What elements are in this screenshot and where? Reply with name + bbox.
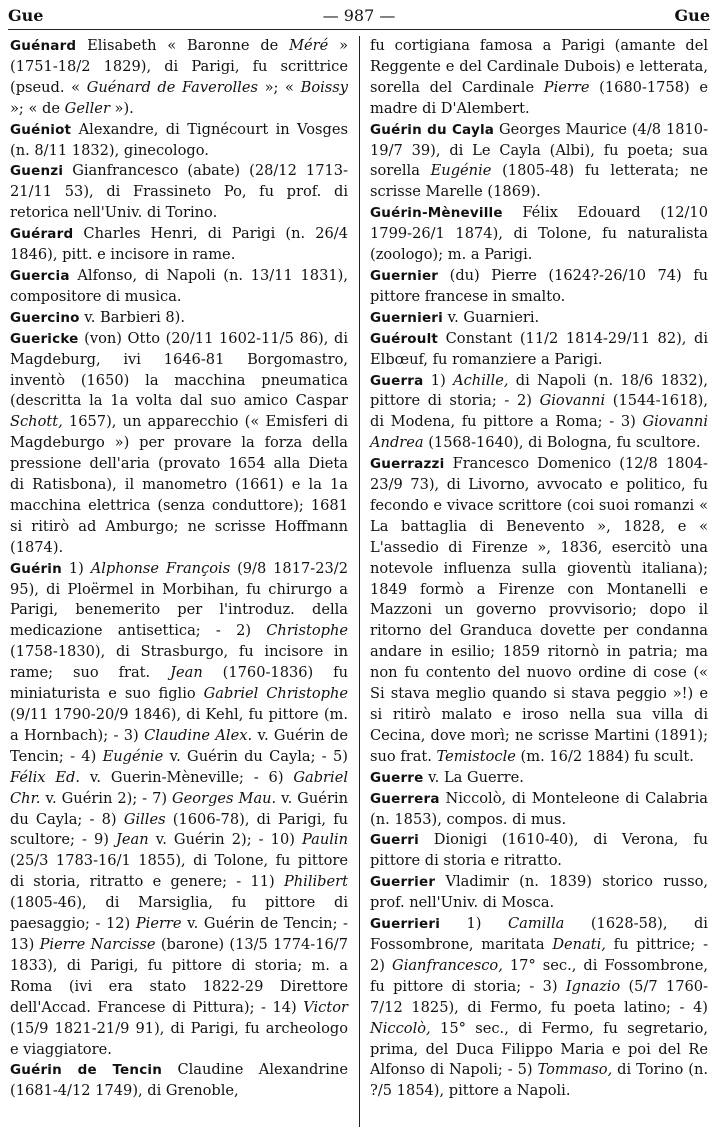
dictionary-entry bbox=[10, 161, 348, 224]
entry-text: Georges Maurice (4/8 1810-19/7 39), di Le Cayla (Albi), fu poeta; sua sorella bbox=[370, 120, 709, 180]
entry-italic-text: Denati, bbox=[552, 935, 606, 953]
dictionary-entry bbox=[370, 266, 708, 308]
entry-text: 17° sec., di Fossombrone, fu pittore di storia; - 3) bbox=[370, 956, 708, 995]
entry-text: (m. 16/2 1884) fu scult. bbox=[515, 747, 694, 765]
entry-headword: Guérin bbox=[10, 560, 62, 577]
dictionary-entry bbox=[370, 872, 708, 914]
running-header bbox=[8, 4, 710, 26]
entry-text: 1657), un apparecchio (« Emisferi di Magdeburgo ») per provare la forza della pressione dell'aria (provato 1654 alla Dieta di Ratisbona), il manometro (1661) e la 1a macchina elettrica (senza conduttore); 1681 si ritirò ad Amburgo; ne scrisse Hoffmann (1874). bbox=[10, 413, 348, 556]
entry-italic-text: Gabriel Christophe bbox=[203, 685, 348, 703]
entry-italic-text: Philibert bbox=[283, 873, 348, 891]
dictionary-entry bbox=[10, 120, 348, 162]
entry-text: (von) Otto (20/11 1602-11/5 86), di Magdeburg, ivi 1646-81 Borgomastro, inventò (1650) la macchina pneumatica (descritta la 1a volta dal suo amico Caspar bbox=[10, 329, 348, 410]
column-separator bbox=[359, 36, 360, 1127]
entry-italic-text: Méré bbox=[289, 37, 329, 54]
entry-text: Vladimir (n. 1839) storico russo, prof. nell'Univ. di Mosca. bbox=[370, 873, 708, 912]
entry-text: 15° sec., di Fermo, fu segretario, prima, del Duca Filippo Maria e poi del Re Alfonso di Napoli; - 5) bbox=[370, 1019, 708, 1079]
entry-headword: Guerrieri bbox=[370, 916, 441, 933]
dictionary-entry bbox=[370, 308, 708, 329]
page-number: — 987 — bbox=[322, 5, 396, 25]
entry-italic-text: Pierre bbox=[543, 78, 590, 96]
entry-headword: Guerrera bbox=[370, 790, 440, 807]
entry-italic-text: Niccolò, bbox=[370, 1019, 431, 1037]
entry-text: (1805-46), di Marsiglia, fu pittore di paesaggio; - 12) bbox=[10, 894, 348, 933]
entry-italic-text: Achille, bbox=[453, 371, 509, 389]
entry-text: v. Guérin du Cayla; - 5) bbox=[163, 747, 348, 765]
dictionary-entry bbox=[370, 120, 708, 204]
dictionary-entry bbox=[10, 266, 348, 308]
entry-text: »; « de bbox=[10, 99, 65, 117]
entry-text: (9/11 1790-20/9 1846), di Kehl, fu pittore (m. a Hornbach); - 3) bbox=[10, 706, 348, 744]
dictionary-entry bbox=[370, 789, 708, 831]
entry-text: (15/9 1821-21/9 91), di Parigi, fu archeologo e viaggiatore. bbox=[10, 1019, 348, 1058]
entry-headword: Guernieri bbox=[370, 309, 443, 326]
entry-text: Claudine Alexandrine (1681-4/12 1749), di Grenoble, bbox=[10, 1061, 349, 1100]
entry-text: (5/7 1760-7/12 1825), di Fermo, fu poeta latino; - 4) bbox=[370, 977, 709, 1016]
entry-text: (1606-78), di Parigi, fu scultore; - 9) bbox=[10, 810, 348, 849]
entry-italic-text: Pierre Narcisse bbox=[39, 935, 156, 953]
entry-italic-text: Alphonse François bbox=[90, 559, 231, 577]
entry-text: v. Barbieri 8). bbox=[79, 308, 186, 326]
dictionary-entry bbox=[370, 768, 708, 789]
entry-text: v. Guérin du Cayla; - 8) bbox=[10, 789, 348, 828]
entry-headword: Guéniot bbox=[10, 121, 72, 138]
dictionary-entry bbox=[370, 830, 708, 872]
dictionary-entry bbox=[10, 559, 348, 1061]
entry-headword: Guéroult bbox=[370, 330, 439, 347]
entry-headword: Guérin-Mèneville bbox=[370, 205, 503, 222]
entry-text: v. Guarnieri. bbox=[443, 308, 540, 326]
right-column bbox=[370, 36, 708, 1102]
entry-headword: Guenzi bbox=[10, 163, 64, 180]
entry-italic-text: Pierre bbox=[135, 915, 182, 933]
entry-text: (barone) (13/5 1774-16/7 1833), di Parigi, fu pittore di storia; m. a Roma (ivi era stato 1822-29 Direttore dell'Accad. Francese di Pittura); - 14) bbox=[10, 935, 348, 1016]
entry-text: fu pittrice; - 2) bbox=[370, 935, 708, 974]
entry-italic-text: Félix Ed. bbox=[10, 768, 81, 786]
entry-headword: Guercino bbox=[10, 309, 80, 326]
dictionary-entry bbox=[10, 308, 348, 329]
entry-text: (du) Pierre (1624?-26/10 74) fu pittore francese in smalto. bbox=[370, 266, 708, 305]
entry-headword: Guerrier bbox=[370, 874, 436, 891]
entry-text: v. Guérin 2); - 10) bbox=[148, 831, 302, 849]
entry-italic-text: Christophe bbox=[266, 622, 348, 640]
entry-text: Elisabeth « Baronne de bbox=[76, 37, 290, 54]
entry-headword: Guerre bbox=[370, 769, 424, 786]
entry-text: Félix Edouard (12/10 1799-26/1 1874), di Tolone, fu naturalista (zoologo); m. a Parigi. bbox=[370, 204, 708, 264]
entry-text: (25/3 1783-16/1 1855), di Tolone, fu pittore di storia, ritratto e genere; - 11) bbox=[10, 852, 348, 891]
entry-text: Alexandre, di Tignécourt in Vosges (n. 8/11 1832), ginecologo. bbox=[10, 120, 348, 159]
entry-text: Gianfrancesco (abate) (28/12 1713-21/11 53), di Frassineto Po, fu prof. di retorica nell'Univ. di Torino. bbox=[10, 162, 348, 222]
entry-headword: Guérin du Cayla bbox=[370, 121, 495, 138]
entry-text: fu cortigiana famosa a Parigi (amante del Reggente e del Cardinale Dubois) e letterata, sorella del Cardinale bbox=[370, 37, 708, 96]
entry-italic-text: Paulin bbox=[302, 831, 348, 849]
entry-italic-text: Giovanni Andrea bbox=[370, 413, 708, 452]
header-rule bbox=[8, 29, 710, 30]
entry-text: Niccolò, di Monteleone di Calabria (n. 1853), compos. di mus. bbox=[370, 789, 708, 828]
entry-italic-text: Temistocle bbox=[436, 747, 516, 765]
entry-italic-text: Gianfrancesco, bbox=[392, 956, 503, 974]
dictionary-entry bbox=[10, 224, 348, 266]
entry-text: (1628-58), di Fossombrone, maritata bbox=[370, 915, 708, 953]
entry-headword: Guernier bbox=[370, 267, 439, 284]
entry-text: v. Guérin de Tencin; - 13) bbox=[10, 915, 348, 953]
entry-text: (1758-1830), di Strasburgo, fu incisore in rame; suo frat. bbox=[10, 643, 348, 682]
entry-text: di Napoli (n. 18/6 1832), pittore di storia; - 2) bbox=[370, 371, 708, 410]
entry-headword: Guerrazzi bbox=[370, 456, 445, 473]
entry-text: Dionigi (1610-40), di Verona, fu pittore di storia e ritratto. bbox=[370, 831, 708, 870]
dictionary-entry bbox=[370, 203, 708, 266]
entry-headword: Guérin de Tencin bbox=[10, 1062, 163, 1079]
dictionary-entry bbox=[370, 914, 708, 1102]
entry-text: »; « bbox=[257, 78, 301, 96]
entry-italic-text: Schott, bbox=[10, 413, 63, 431]
entry-text: (9/8 1817-23/2 95), di Ploërmel in Morbihan, fu chirurgo a Parigi, benemerito per l'introduz. della medicazione antisettica; - 2) bbox=[10, 559, 348, 640]
dictionary-entry bbox=[370, 454, 708, 768]
entry-text: Charles Henri, di Parigi (n. 26/4 1846), pitt. e incisore in rame. bbox=[10, 225, 348, 264]
entry-italic-text: Ignazio bbox=[565, 977, 621, 995]
entry-italic-text: Gabriel Chr. bbox=[10, 768, 348, 807]
dictionary-entry bbox=[370, 36, 708, 120]
entry-text: (1760-1836) fu miniaturista e suo figlio bbox=[10, 664, 348, 703]
entry-italic-text: Eugénie bbox=[102, 747, 164, 765]
entry-text: v. La Guerre. bbox=[423, 768, 524, 786]
dictionary-entry bbox=[370, 329, 708, 371]
entry-italic-text: Eugénie bbox=[430, 162, 492, 180]
left-column bbox=[10, 36, 348, 1102]
entry-text: » (1751-18/2 1829), di Parigi, fu scrittrice (pseud. « bbox=[10, 37, 348, 96]
entry-text: v. Guérin de Tencin; - 4) bbox=[10, 726, 348, 765]
entry-text: »). bbox=[109, 99, 134, 117]
entry-headword: Guercia bbox=[10, 267, 70, 284]
entry-text: 1) bbox=[440, 915, 508, 933]
dictionary-entry bbox=[10, 329, 348, 559]
entry-text: 1) bbox=[423, 371, 454, 389]
entry-italic-text: Jean bbox=[116, 831, 149, 849]
entry-text: (1568-1640), di Bologna, fu scultore. bbox=[423, 434, 701, 452]
entry-italic-text: Camilla bbox=[507, 915, 565, 933]
entry-italic-text: Guénard de Faverolles bbox=[86, 78, 258, 96]
entry-italic-text: Boissy bbox=[300, 78, 348, 96]
entry-text: v. Guérin 2); - 7) bbox=[40, 789, 173, 807]
entry-text: (1680-1758) e madre di D'Alembert. bbox=[370, 78, 709, 117]
entry-italic-text: Jean bbox=[170, 664, 203, 682]
entry-italic-text: Gilles bbox=[123, 810, 166, 828]
entry-italic-text: Giovanni bbox=[539, 392, 606, 410]
entry-text: di Torino (n. ?/5 1854), pittore a Napoli. bbox=[370, 1061, 708, 1100]
dictionary-entry bbox=[370, 371, 708, 455]
entry-italic-text: Claudine Alex. bbox=[144, 726, 253, 744]
entry-italic-text: Georges Mau. bbox=[172, 789, 277, 807]
entry-headword: Guerra bbox=[370, 372, 424, 389]
entry-headword: Guérard bbox=[10, 226, 74, 243]
dictionary-entry bbox=[10, 1060, 348, 1102]
entry-text: Francesco Domenico (12/8 1804-23/9 73), di Livorno, avvocato e politico, fu fecondo e vivace scrittore (coi suoi romanzi « La battaglia di Benevento », 1828, e « L'assedio di Firenze », 1836, esercitò una notevole influenza sulla gioventù italiana); 1849 formò a Firenze con Montanelli e Mazzoni un governo provvisorio; dopo il ritorno del Granduca dovette per condanna andare in esilio; 1859 ritornò in patria; ma non fu contento del nuovo ordine di cose (« Si stava meglio quando si stava peggio »!) e si ritirò malato e iroso nella sua villa di Cecina, dove morì; ne scrisse Martini (1891); suo frat. bbox=[370, 455, 708, 765]
entry-text: (1544-1618), di Modena, fu pittore a Roma; - 3) bbox=[370, 392, 708, 431]
entry-italic-text: Tommaso, bbox=[537, 1061, 613, 1079]
entry-headword: Guericke bbox=[10, 330, 79, 347]
entry-text: Alfonso, di Napoli (n. 13/11 1831), compositore di musica. bbox=[10, 266, 348, 305]
entry-text: Constant (11/2 1814-29/11 82), di Elbœuf, fu romanziere a Parigi. bbox=[370, 329, 708, 368]
header-left-word: Gue bbox=[8, 5, 44, 25]
entry-italic-text: Victor bbox=[303, 998, 348, 1016]
dictionary-entry bbox=[10, 36, 348, 120]
entry-headword: Guerri bbox=[370, 832, 419, 849]
entry-text: 1) bbox=[61, 559, 91, 577]
entry-text: v. Guerin-Mèneville; - 6) bbox=[80, 768, 294, 786]
entry-text: (1805-48) fu letterata; ne scrisse Marelle (1869). bbox=[370, 162, 708, 201]
entry-italic-text: Geller bbox=[64, 99, 110, 117]
header-right-word: Gue bbox=[674, 5, 710, 25]
entry-headword: Guénard bbox=[10, 38, 77, 54]
